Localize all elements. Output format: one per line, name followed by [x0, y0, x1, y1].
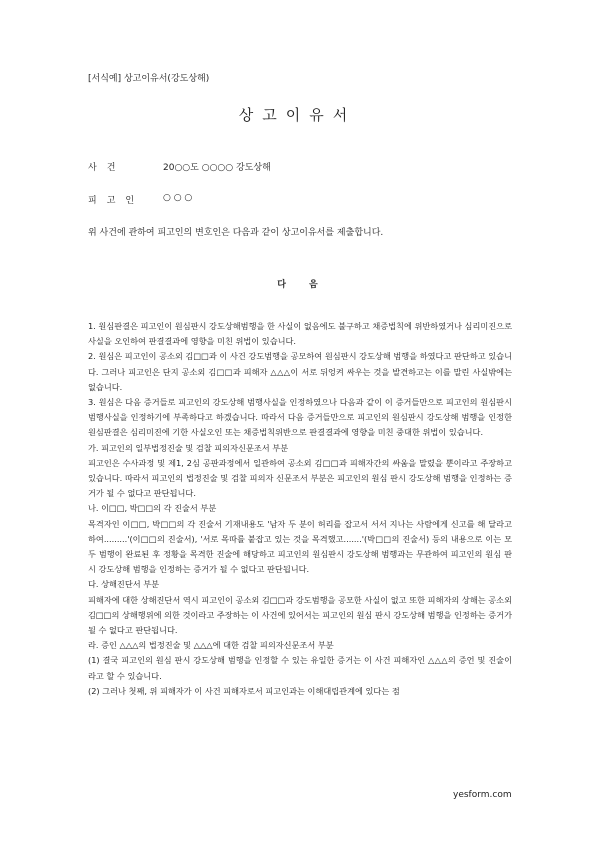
paragraph: 1. 원심판결은 피고인이 원심판시 강도상해범행을 한 사실이 없음에도 불구하고 채증법칙에 위반하였거나 심리미진으로 사실을 오인하여 판결결과에 영향을 미친 위법이 있습니다.	[88, 321, 512, 347]
paragraph: 피고인은 수사과정 및 제1, 2심 공판과정에서 일관하여 공소외 김□□과 피해자간의 싸움을 말렸을 뿐이라고 주장하고 있습니다. 따라서 피고인의 법정진술 및 검찰 피의자 신문조서 부분은 피고인의 원심 판시 강도상해 범행을 인정하는 증거가 될 수 없다고 판단됩니다.	[88, 457, 512, 499]
paragraph: 3. 원심은 다음 증거들로 피고인의 강도상해 범행사실을 인정하였으나 다음과 같이 이 증거들만으로 피고인의 원심판시 범행사실을 인정하기에 부족하다고 하겠습니다. 따라서 다음 증거들만으로 피고인의 원심판시 강도상해 범행을 인정한 원심판결은 심리미진에 기한 사실오인 또는 채증법칙위반으로 판결결과에 영향을 미친 중대한 위법이 있습니다.	[88, 397, 512, 438]
paragraph: 피해자에 대한 상해진단서 역시 피고인이 공소외 김□□과 강도범행을 공모한 사실이 없고 또한 피해자의 상해는 공소외 김□□의 상해행위에 의한 것이라고 주장하는 이 사건에 있어서는 피고인의 원심 판시 강도상해 범행을 인정하는 증거가 될 수 없다고 판단됩니다.	[88, 594, 512, 636]
subheading: 나. 이□□, 박□□의 각 진술서 부분	[88, 503, 217, 514]
paragraph: (1) 결국 피고인의 원심 판시 강도상해 범행을 인정할 수 있는 유일한 증거는 이 사건 피해자인 △△△의 증언 및 진술이라고 할 수 있습니다.	[88, 655, 512, 681]
paragraph: (2) 그러나 첫째, 위 피해자가 이 사건 피해자로서 피고인과는 이해대립관계에 있다는 점	[88, 685, 400, 696]
subheading: 가. 피고인의 일부법정진술 및 검찰 피의자신문조서 부분	[88, 442, 289, 453]
case-label: 사건	[88, 163, 126, 173]
defendant-label: 피고인	[88, 196, 145, 206]
form-label: [서식예] 상고이유서(강도상해)	[88, 74, 210, 84]
intro-text: 위 사건에 관하여 피고인의 변호인은 다음과 같이 상고이유서를 제출합니다.	[88, 228, 384, 238]
document-title: 상고이유서	[238, 106, 357, 124]
subheading: 다. 상해진단서 부분	[88, 579, 160, 590]
case-value: 20○○도 ○○○○ 강도상해	[163, 163, 271, 173]
defendant-value: ○ ○ ○	[163, 193, 193, 203]
footer-watermark: yesform.com	[453, 790, 512, 800]
paragraph: 2. 원심은 피고인이 공소외 김□□과 이 사건 강도범행을 공모하여 원심판시 강도상해 범행을 하였다고 판단하고 있습니다. 그러나 피고인은 단지 공소외 김□□과 피해자 △△△이 서로 뒤엉켜 싸우는 것을 발견하고는 이를 말린 사실밖에는 없습니다.	[88, 351, 512, 392]
subheading: 라. 증인 △△△의 법정진술 및 △△△에 대한 검찰 피의자신문조서 부분	[88, 640, 334, 651]
section-heading: 다 음	[277, 280, 318, 290]
paragraph: 목격자인 이□□, 박□□의 각 진술서 기재내용도 '남자 두 분이 허리를 잡고서 서서 지나는 사람에게 신고를 해 달라고 하여.........'(이□□의 진술서), '서로 목따를 붙잡고 있는 것을 목격했고.......'(박□□의 진술서) 등의 내용으로 이는 모두 범행이 완료된 후 정황을 목격한 진술에 해당하고 피고인의 원심판시 강도상해 범행과는 무관하여 피고인의 원심 판시 강도상해 범행을 인정하는 증거가 될 수 없다고 판단됩니다.	[88, 518, 512, 575]
body-text	[88, 319, 512, 699]
